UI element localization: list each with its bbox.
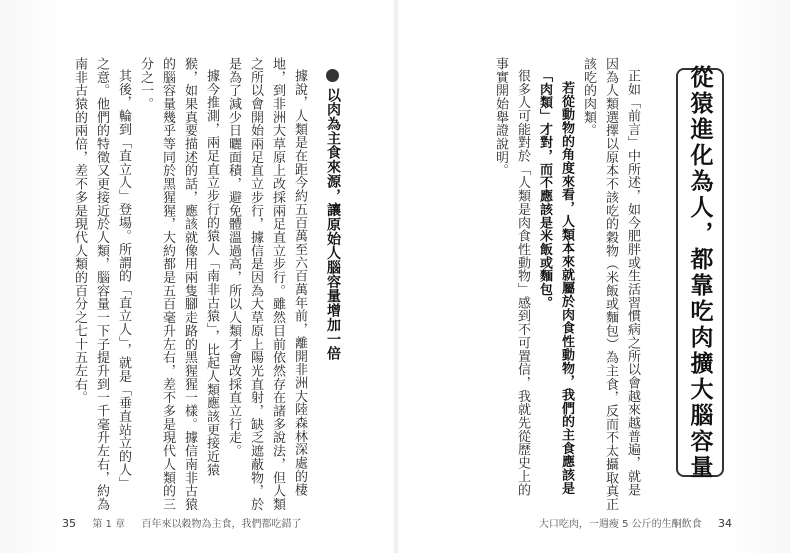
text-line: 據今推測，兩足直立步行的猿人「南非古猿」，比起人類應該更接近猿 (204, 69, 219, 477)
text-line: 正如「前言」中所述，如今肥胖或生活習慣病之所以會越來越普遍，就是 (625, 69, 640, 497)
text-line: 地，到非洲大草原上改採兩足直立步行。雖然目前依然存在諸多說法，但人類 (270, 57, 285, 511)
text-line: 該吃的肉類。 (581, 57, 596, 138)
chapter-label: 第 1 章 (92, 519, 126, 530)
page-number: 35 (62, 517, 76, 530)
page-number: 34 (718, 517, 732, 530)
text-line: 之意。他們的特徵又更接近於人類，腦容量一下子提升到一千毫升左右，約為 (94, 57, 109, 511)
section-heading: 以肉為主食來源，讓原始人腦容量增加一倍 (325, 88, 341, 361)
right-page-footer (539, 515, 732, 530)
left-page-footer (62, 515, 301, 530)
text-line: 事實開始舉證說明。 (493, 57, 508, 178)
text-line: 南非古猿的兩倍，差不多是現代人類的百分之七十五左右。 (72, 57, 87, 405)
text-line: 猴，如果真要描述的話，應該就像用兩隻腳走路的黑猩猩一樣。據信南非古猿 (182, 57, 197, 511)
text-line: 之所以會開始兩足直立步行，據信是因為大草原上陽光直射，缺乏遮蔽物，於 (248, 57, 263, 511)
chapter-title: 從猿進化為人，都靠吃肉擴大腦容量 (686, 64, 713, 481)
chapter-title-box (676, 64, 724, 481)
text-line: 的腦容量幾乎等同於黑猩猩，大約都是五百毫升左右，差不多是現代人類的三 (160, 57, 175, 511)
emphasis-line: 「肉類」才對，而不應該是米飯或麵包。 (537, 69, 552, 310)
emphasis-line: 若從動物的角度來看，人類本來就屬於肉食性動物，我們的主食應該是 (559, 81, 574, 495)
book-gutter (393, 0, 399, 553)
text-line: 據說，人類是在距今約五百萬至六百萬年前，離開非洲大陸森林深處的棲 (292, 69, 307, 497)
text-line: 很多人可能對於「人類是肉食性動物」感到不可置信，我就先從歷史上的 (515, 69, 530, 497)
chapter-running-title: 百年來以穀物為主食，我們都吃錯了 (141, 519, 302, 530)
text-line: 其後，輪到「直立人」登場。所謂的「直立人」，就是「垂直站立的人」 (116, 69, 131, 490)
book-running-title: 大口吃肉，一週瘦 5 公斤的生酮飲食 (538, 519, 702, 530)
section-bullet-icon (326, 69, 339, 82)
text-line: 分之一。 (138, 57, 153, 111)
text-line: 因為人類選擇以原本不該吃的穀物（米飯或麵包）為主食，反而不太攝取真正 (603, 57, 618, 511)
text-line: 是為了減少日曬面積，避免體溫過高，所以人類才會改採直立行走。 (226, 57, 241, 458)
